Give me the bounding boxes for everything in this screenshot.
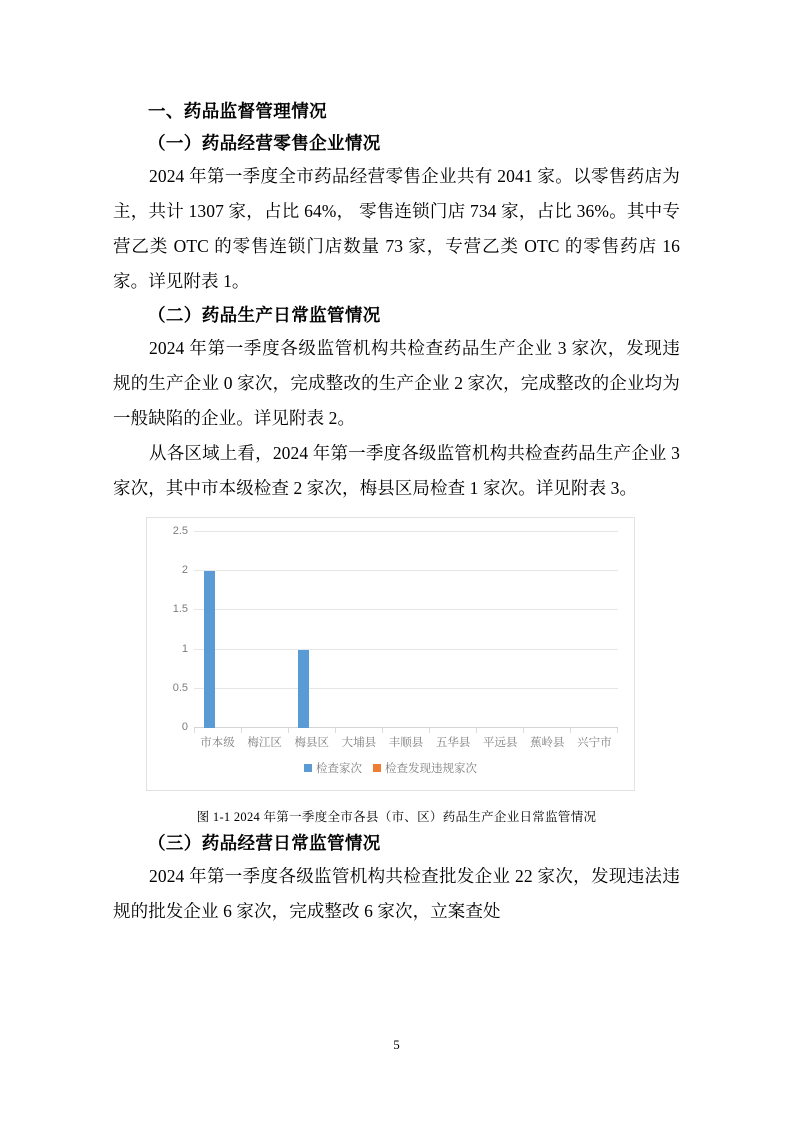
chart-category-group <box>477 532 524 728</box>
chart-legend-item <box>304 760 362 776</box>
chart-legend-item <box>373 760 477 776</box>
chart-x-tick-label: 蕉岭县 <box>530 737 565 749</box>
chart-x-axis-labels <box>194 734 618 750</box>
chart-category-group <box>335 532 382 728</box>
chart-category-group <box>194 532 241 728</box>
chart-category-group <box>430 532 477 728</box>
chart-x-tickmarks <box>194 728 618 733</box>
chart-x-tick-label: 梅江区 <box>247 737 282 749</box>
paragraph-3-1: 2024 年第一季度各级监管机构共检查批发企业 22 家次，发现违法违规的批发企业 6 家次，完成整改 6 家次，立案查处 <box>113 866 680 921</box>
chart-x-tick-label: 兴宁市 <box>577 737 612 749</box>
paragraph-1-1: 2024 年第一季度全市药品经营零售企业共有 2041 家。以零售药店为主，共计 1307 家，占比 64%， 零售连锁门店 734 家，占比 36%。其中专营乙类 OTC 的零售连锁门店数量 73 家，专营乙类 OTC 的零售药店 16 家。详见附表 1。 <box>113 166 681 291</box>
chart-y-tick-label: 2.5 <box>172 525 188 537</box>
chart-x-tickmark <box>288 728 335 733</box>
subsection-heading-1: （一）药品经营零售企业情况 <box>148 133 381 153</box>
chart-bar <box>204 571 215 728</box>
paragraph-2-2: 从各区域上看，2024 年第一季度各级监管机构共检查药品生产企业 3 家次，其中市本级检查 2 家次，梅县区局检查 1 家次。详见附表 3。 <box>113 443 680 498</box>
legend-swatch-icon <box>373 764 381 772</box>
chart-y-tick-label: 0 <box>181 721 188 733</box>
chart-y-tick-label: 1.5 <box>172 603 188 616</box>
chart-y-tick-label: 2 <box>181 564 188 577</box>
chart-x-tick-label: 平远县 <box>482 737 518 749</box>
chart-legend <box>147 760 634 776</box>
chart-x-tickmark <box>335 728 382 733</box>
chart-category-group <box>524 532 571 728</box>
chart-bar <box>298 650 309 728</box>
chart-x-tickmark <box>570 728 618 733</box>
chart-y-tick-label: 0.5 <box>172 681 188 694</box>
chart-x-tick-label: 五华县 <box>435 737 471 749</box>
page-content <box>113 95 680 929</box>
chart-plot-area <box>172 525 618 733</box>
figure-caption: 图 1-1 2024 年第一季度全市各县（市、区）药品生产企业日常监管情况 <box>196 810 597 824</box>
chart-category-group <box>571 532 618 728</box>
chart-x-tick-label: 市本级 <box>200 737 235 749</box>
legend-label: 检查发现违规家次 <box>385 763 477 775</box>
page-title: 一、药品监督管理情况 <box>148 101 327 121</box>
chart-category-group <box>241 532 288 728</box>
legend-label: 检查家次 <box>316 763 362 775</box>
page-number: 5 <box>393 1037 400 1052</box>
subsection-heading-3: （三）药品经营日常监管情况 <box>148 833 381 853</box>
chart-x-tickmark <box>241 728 288 733</box>
chart-x-tickmark <box>194 728 241 733</box>
bar-chart-figure <box>146 517 635 791</box>
chart-x-tickmark <box>382 728 429 733</box>
chart-x-tickmark <box>429 728 476 733</box>
chart-x-tick-label: 丰顺县 <box>388 737 424 749</box>
chart-category-group <box>382 532 429 728</box>
chart-x-tick-label: 大埔县 <box>341 737 377 749</box>
chart-bars <box>194 532 618 728</box>
chart-x-tickmark <box>523 728 570 733</box>
chart-category-group <box>288 532 335 728</box>
chart-x-tickmark <box>476 728 523 733</box>
subsection-heading-2: （二）药品生产日常监管情况 <box>148 305 381 325</box>
chart-x-tick-label: 梅县区 <box>294 737 330 749</box>
legend-swatch-icon <box>304 764 312 772</box>
paragraph-2-1: 2024 年第一季度各级监管机构共检查药品生产企业 3 家次，发现违规的生产企业 0 家次，完成整改的生产企业 2 家次，完成整改的企业均为一般缺陷的企业。详见附表 2。 <box>113 338 680 428</box>
chart-y-tick-label: 1 <box>181 642 188 655</box>
